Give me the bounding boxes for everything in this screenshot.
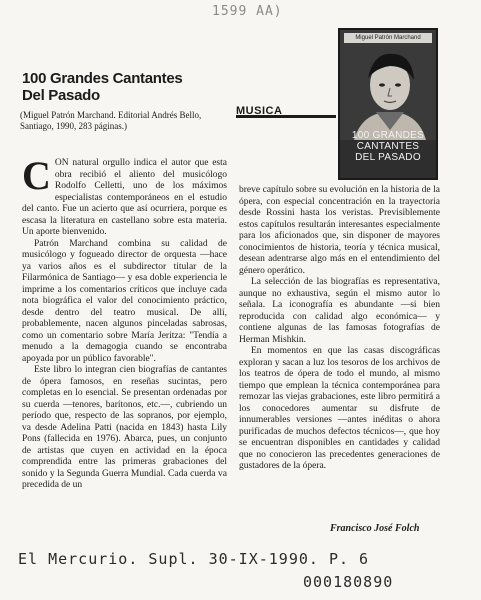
drop-cap: C xyxy=(22,153,51,198)
article-column-right xyxy=(239,185,440,473)
paragraph: En momentos en que las casas discográficas exploran y sacan a luz los tesoros de los archivos de los teatros de ópera de todo el mundo, al mismo tiempo que emplean la técnica contemporánea para remozar las viejas grabaciones, este libro permitirá a los conocedores aumentar su disfrute de innumerables versiones —antes inéditas o ahora purificadas de muchos defectos técnicos—, que hoy se encuentran disponibles en cantidades y calidad que no conocieron las precedentes generaciones de gustadores de la ópera. xyxy=(239,346,440,471)
section-label: MUSICA xyxy=(236,105,283,117)
book-cover-image xyxy=(338,28,438,180)
paragraph-text: ON natural orgullo indica el autor que esta obra recibió el aliento del musicólogo Rodolfo Celletti, uno de los máximos especialistas contemporáneos en el estudio del canto. Fue un acierto que así ocurriera, porque es escasa la literatura en castellano sobre esta materia. Un aporte bienvenido. xyxy=(22,158,227,237)
cover-title-line-1: 100 GRANDES xyxy=(351,130,425,141)
cover-author-banner: Miguel Patrón Marchand xyxy=(344,33,432,43)
handwritten-archive-number: 000180890 xyxy=(303,573,394,591)
paragraph: Este libro lo integran cien biografías de cantantes de ópera famosos, en reseñas sucintas, pero completas en lo esencial. Se presentan ordenadas por su cuerda —tenores, barítonos, etc.—, cubriendo un período que, respecto de las sopranos, por ejemplo, va desde Adelina Patti (nacida en 1843) hasta Lily Pons (fallecida en 1976). Abarca, pues, un conjunto de artistas que cuyen en actividad en la época comprendida entre las primeras grabaciones del sonido y la Segunda Guerra Mundial. Cada cuerda va precedida de un xyxy=(22,365,227,490)
title-line-1: 100 Grandes Cantantes xyxy=(22,70,183,87)
bibliographic-reference: (Miguel Patrón Marchand. Editorial Andrés Bello, Santiago, 1990, 283 páginas.) xyxy=(20,110,202,131)
cover-title-line-3: DEL PASADO xyxy=(355,152,421,163)
review-title xyxy=(22,70,222,104)
handwritten-source-note: El Mercurio. Supl. 30-IX-1990. P. 6 xyxy=(18,550,370,568)
article-column-left xyxy=(22,153,227,492)
cover-title xyxy=(346,130,430,163)
paragraph: breve capítulo sobre su evolución en la historia de la ópera, con especial concentración en la trayectoria desde Rossini hasta los veristas. Previsiblemente estos capítulos resultarán interesantes especialmente para los aficionados que, sin disponer de mayores conocimientos de historia, teoría y técnica musical, desean adentrarse algo más en el entendimiento del género operático. xyxy=(239,185,440,276)
section-header xyxy=(236,101,336,118)
paragraph xyxy=(22,153,227,239)
paragraph: La selección de las biografías es representativa, aunque no exhaustiva, según el mismo autor lo señala. La iconografía es abundante —si bien reproducida con calidad algo económica— y contiene algunas de las famosas fotografías de Herman Mishkin. xyxy=(239,277,440,345)
singer-portrait-illustration xyxy=(340,30,436,140)
handwritten-catalog-note: 1599 AA) xyxy=(212,4,283,19)
cover-title-line-2: CANTANTES xyxy=(356,141,420,152)
title-line-2: Del Pasado xyxy=(22,87,100,104)
author-signature: Francisco José Folch xyxy=(330,523,420,534)
paragraph: Patrón Marchand combina su calidad de musicólogo y fogueado director de orquesta —hace ya varios años es el subdirector titular de la Filarmónica de Santiago— y esa doble experiencia le imprime a los comentarios críticos que incluye cada nota biográfica el valor del conocimiento práctico, desde dentro del teatro musical. De allí, probablemente, nacen algunos pinceladas sabrosas, como un comentario sobre María Jeritza: "Tendía a menudo a la demagogia cuando se encontraba apoyada por un público favorable". xyxy=(22,238,227,364)
